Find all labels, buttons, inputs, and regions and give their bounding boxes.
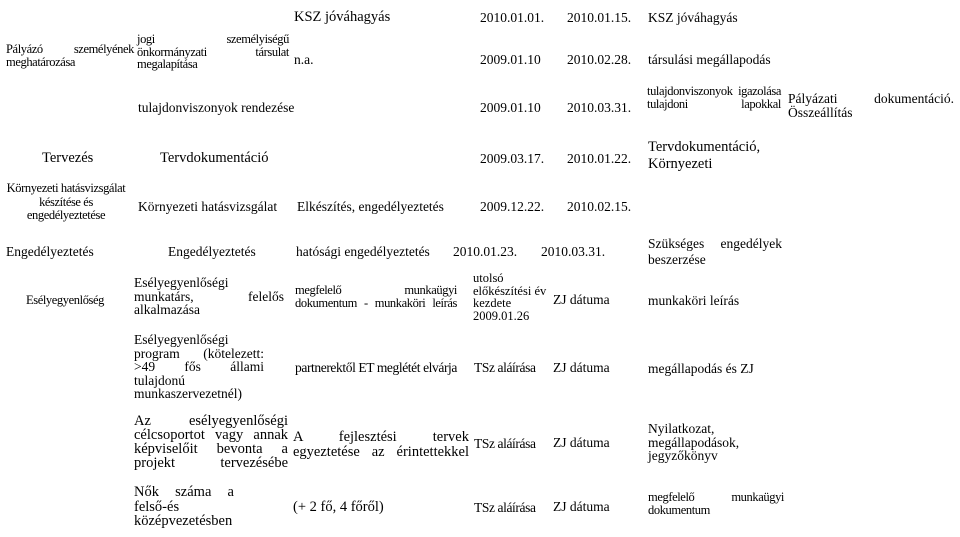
eo-program-activity: Esélyegyenlőségi program (kötelezett: >49 fős állami tulajdonú munkaszervezetnél) xyxy=(134,332,264,401)
ksz-approval-label: KSZ jóváhagyás xyxy=(294,9,391,25)
applicant-cell: Pályázó személyének meghatározása xyxy=(6,42,134,69)
association-output: társulási megállapodás xyxy=(648,52,771,67)
women-leaders-end: ZJ dátuma xyxy=(553,499,610,514)
eo-program-output: megállapodás és ZJ xyxy=(648,361,754,376)
permitting-end-date: 2010.03.31. xyxy=(541,244,606,259)
na-label: n.a. xyxy=(294,52,314,67)
permitting-activity: Engedélyeztetés xyxy=(168,244,256,259)
eo-officer-end: ZJ dátuma xyxy=(553,292,610,307)
planning-start-date: 2009.03.17. xyxy=(480,151,545,166)
planning-phase: Tervezés xyxy=(42,150,94,166)
permitting-task: hatósági engedélyeztetés xyxy=(296,244,430,259)
target-group-output: Nyilatkozat, megállapodások, jegyzőkönyv xyxy=(648,421,740,463)
women-leaders-task: (+ 2 fő, 4 főről) xyxy=(293,499,384,515)
application-documentation: Pályázati dokumentáció. Összeállítás xyxy=(788,91,954,120)
eia-end-date: 2010.02.15. xyxy=(567,199,632,214)
target-group-end: ZJ dátuma xyxy=(553,435,610,450)
eo-officer-activity: Esélyegyenlőségi munkatárs, felelős alkalmazása xyxy=(134,275,284,317)
target-group-start: TSz aláírása xyxy=(474,436,536,451)
women-leaders-start: TSz aláírása xyxy=(474,500,536,515)
eo-officer-task: megfelelő munkaügyi dokumentum - munkaköri leírás xyxy=(295,283,457,310)
women-leaders-activity: Nők száma a felső-és középvezetésben xyxy=(134,484,234,529)
legal-person-cell: jogi személyiségű önkormányzati társulat megalapítása xyxy=(137,32,289,71)
permitting-start-date: 2010.01.23. xyxy=(453,244,518,259)
plan-documentation: Tervdokumentáció xyxy=(160,150,269,166)
association-end-date: 2010.02.28. xyxy=(567,52,632,67)
target-group-activity: Az esélyegyenlőségi célcsoportot vagy annak képviselőit bevonta a projekt tervezésébe xyxy=(134,413,288,472)
ownership-end-date: 2010.03.31. xyxy=(567,100,632,115)
permitting-output: Szükséges engedélyek beszerzése xyxy=(648,236,782,267)
ksz-start-date: 2010.01.01. xyxy=(480,10,545,25)
eia-task: Elkészítés, engedélyeztetés xyxy=(297,199,444,214)
ownership-start-date: 2009.01.10 xyxy=(480,100,541,115)
eo-program-start: TSz aláírása xyxy=(474,360,536,375)
association-start-date: 2009.01.10 xyxy=(480,52,541,67)
ksz-end-date: 2010.01.15. xyxy=(567,10,632,25)
equal-opportunity-phase: Esélyegyenlőség xyxy=(26,293,105,307)
permitting-phase: Engedélyeztetés xyxy=(6,244,94,259)
eia-phase: Környezeti hatásvizsgálat készítése és engedélyeztetése xyxy=(6,181,126,222)
planning-end-date: 2010.01.22. xyxy=(567,151,632,166)
eo-program-end: ZJ dátuma xyxy=(553,360,610,375)
eo-officer-start: utolsó előkészítési év kezdete 2009.01.26 xyxy=(473,271,547,323)
eo-program-task: partnerektől ET meglétét elvárja xyxy=(295,360,457,375)
ksz-output: KSZ jóváhagyás xyxy=(648,10,738,25)
planning-output: Tervdokumentáció, Környezeti xyxy=(648,139,761,173)
ownership-output: tulajdonviszonyok igazolása tulajdoni lapokkal xyxy=(647,84,781,111)
women-leaders-output: megfelelő munkaügyi dokumentum xyxy=(648,490,784,517)
ownership-label: tulajdonviszonyok rendezése xyxy=(138,100,295,115)
eia-activity: Környezeti hatásvizsgálat xyxy=(138,199,278,214)
target-group-task: A fejlesztési tervek egyeztetése az érintettekkel xyxy=(293,429,469,461)
eo-officer-output: munkaköri leírás xyxy=(648,293,740,308)
eia-start-date: 2009.12.22. xyxy=(480,199,545,214)
